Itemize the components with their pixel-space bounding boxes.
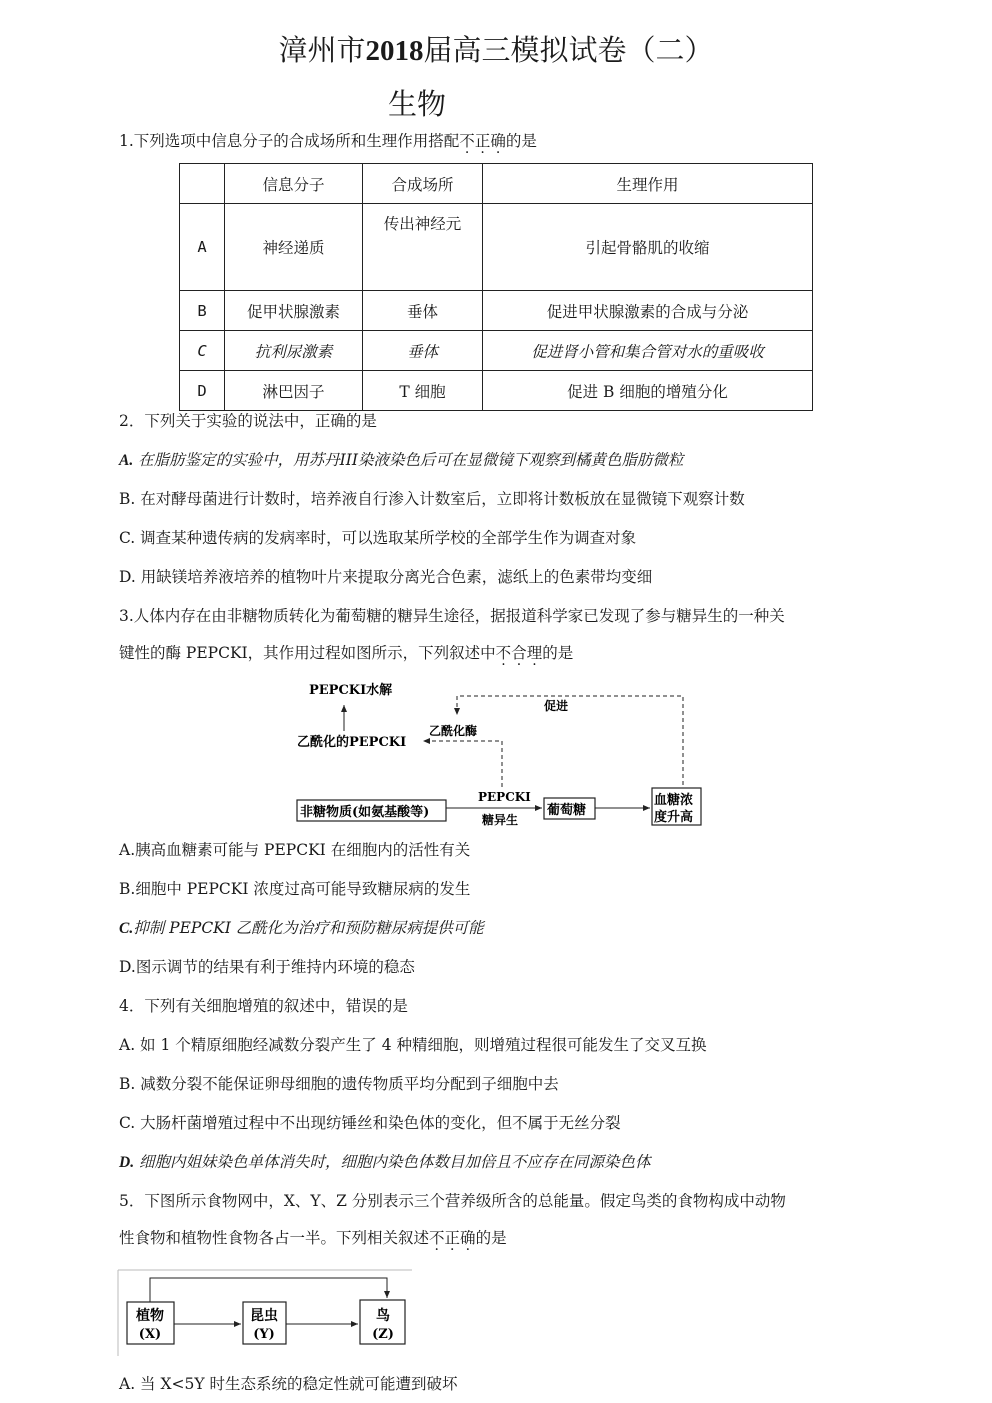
option-text: 用缺镁培养液培养的植物叶片来提取分离光合色素，滤纸上的色素带均变细	[135, 568, 653, 586]
blood-sugar-label-1: 血糖浓	[654, 793, 694, 808]
hydrolysis-label: PEPCKI水解	[309, 683, 393, 698]
emphasis-char: 确	[490, 132, 506, 150]
q2-option-d	[119, 567, 652, 587]
option-text: 当 X<5Y 时生态系统的稳定性就可能遭到破坏	[135, 1375, 458, 1393]
option-label: A.	[119, 452, 134, 469]
option-label: C.	[119, 529, 136, 547]
site-cell: 传出神经元	[363, 204, 483, 291]
acetylation-dashed-arrow	[423, 741, 502, 787]
emphasis-char: 合	[511, 644, 527, 662]
emphasis-char: 不	[459, 132, 475, 150]
gluconeogenesis-label: 糖异生	[482, 813, 519, 827]
site-cell: 垂体	[363, 331, 483, 371]
q1-stem	[119, 131, 537, 151]
option-label: C.	[119, 1114, 136, 1132]
q2-option-a	[119, 450, 684, 471]
table-header-row	[180, 164, 813, 204]
header-cell: 信息分子	[225, 164, 363, 204]
table-row	[180, 331, 813, 371]
q4-stem: 4．下列有关细胞增殖的叙述中，错误的是	[119, 997, 408, 1015]
q3-option-b	[119, 879, 470, 899]
plant-symbol: (X)	[138, 1327, 162, 1342]
q3-stem-end: 的是	[542, 644, 574, 662]
emphasis-char: 确	[460, 1229, 476, 1247]
q5-stem-end: 的是	[475, 1229, 507, 1247]
option-label: A.	[119, 841, 136, 859]
q5-stem-line2	[119, 1228, 507, 1248]
option-text: 减数分裂不能保证卵母细胞的遗传物质平均分配到子细胞中去	[135, 1075, 559, 1093]
q2-option-c	[119, 528, 636, 548]
emphasis-char: 正	[444, 1229, 461, 1247]
row-label: A	[180, 204, 225, 291]
effect-cell: 引起骨骼肌的收缩	[483, 204, 813, 291]
option-text: 胰高血糖素可能与 PEPCKI 在细胞内的活性有关	[135, 841, 471, 859]
option-text: 抑制 PEPCKI 乙酰化为治疗和预防糖尿病提供可能	[133, 919, 484, 937]
option-label: A.	[119, 1375, 136, 1393]
q4-option-d	[119, 1152, 651, 1173]
q5-stem-text: 性食物和植物性食物各占一半。下列相关叙述	[119, 1229, 430, 1247]
row-label: D	[180, 371, 225, 411]
option-label: D.	[119, 568, 136, 586]
exam-subject: 生物	[388, 87, 447, 121]
q4-option-a	[119, 1035, 707, 1055]
molecule-cell: 淋巴因子	[225, 371, 363, 411]
glucose-label: 葡萄糖	[547, 803, 587, 818]
q3-option-d	[119, 957, 415, 977]
insect-label: 昆虫	[250, 1308, 278, 1324]
option-label: D.	[119, 1154, 135, 1171]
header-cell	[180, 164, 225, 204]
header-cell: 合成场所	[363, 164, 483, 204]
effect-cell: 促进肾小管和集合管对水的重吸收	[483, 331, 813, 371]
q5-option-a	[119, 1374, 458, 1394]
q3-option-a	[119, 840, 470, 860]
promote-label: 促进	[544, 699, 569, 713]
site-cell: T 细胞	[363, 371, 483, 411]
option-text: 细胞中 PEPCKI 浓度过高可能导致糖尿病的发生	[135, 880, 471, 898]
row-label: B	[180, 291, 225, 331]
exam-title	[0, 28, 992, 69]
molecule-cell: 抗利尿激素	[225, 331, 363, 371]
option-label: B.	[119, 490, 136, 508]
q1-table	[179, 163, 813, 411]
title-prefix: 漳州市	[278, 33, 366, 67]
non-sugar-label: 非糖物质(如氨基酸等)	[300, 805, 430, 820]
effect-cell: 促进甲状腺激素的合成与分泌	[483, 291, 813, 331]
option-text: 在对酵母菌进行计数时，培养液自行渗入计数室后，立即将计数板放在显微镜下观察计数	[135, 490, 745, 508]
q3-stem-line2	[119, 643, 573, 663]
emphasis-char: 理	[526, 644, 543, 662]
title-suffix: 届高三模拟试卷（二）	[423, 33, 714, 67]
acetylated-pepcki-label: 乙酰化的PEPCKI	[297, 735, 407, 750]
option-text: 大肠杆菌增殖过程中不出现纺锤丝和染色体的变化，但不属于无丝分裂	[135, 1114, 621, 1132]
option-text: 在脂肪鉴定的实验中，用苏丹III染液染色后可在显微镜下观察到橘黄色脂肪微粒	[133, 451, 684, 469]
plant-to-bird-arrow	[150, 1278, 387, 1302]
q3-stem-text: 键性的酶 PEPCKI，其作用过程如图所示，下列叙述中	[119, 644, 496, 662]
option-label: C.	[119, 920, 134, 937]
option-label: A.	[119, 1036, 136, 1054]
emphasis-char: 正	[474, 132, 491, 150]
molecule-cell: 促甲状腺激素	[225, 291, 363, 331]
q5-food-web-diagram	[117, 1268, 417, 1358]
q1-stem-text: 1.下列选项中信息分子的合成场所和生理作用搭配	[119, 132, 460, 150]
q4-option-b	[119, 1074, 559, 1094]
bird-symbol: (Z)	[372, 1327, 394, 1342]
emphasis-char: 不	[429, 1229, 445, 1247]
q2-option-b	[119, 489, 745, 509]
q4-option-c	[119, 1113, 621, 1133]
molecule-cell: 神经递质	[225, 204, 363, 291]
table-row	[180, 291, 813, 331]
option-label: B.	[119, 1075, 136, 1093]
q3-stem-line1: 3.人体内存在由非糖物质转化为葡萄糖的糖异生途径，据报道科学家已发现了参与糖异生的一种关	[119, 607, 785, 625]
table-row	[180, 204, 813, 291]
row-label: C	[180, 331, 225, 371]
q1-stem-end: 的是	[505, 132, 537, 150]
q3-pathway-diagram	[285, 675, 715, 835]
bird-label: 鸟	[376, 1308, 390, 1324]
effect-cell: 促进 B 细胞的增殖分化	[483, 371, 813, 411]
option-text: 细胞内姐妹染色单体消失时，细胞内染色体数目加倍且不应存在同源染色体	[134, 1153, 651, 1171]
plant-label: 植物	[136, 1308, 164, 1324]
insect-symbol: (Y)	[253, 1327, 275, 1342]
option-text: 图示调节的结果有利于维持内环境的稳态	[135, 958, 415, 976]
title-year: 2018	[365, 35, 424, 67]
pepcki-label: PEPCKI	[478, 790, 531, 804]
option-text: 调查某种遗传病的发病率时，可以选取某所学校的全部学生作为调查对象	[135, 529, 637, 547]
option-text: 如 1 个精原细胞经减数分裂产生了 4 种精细胞，则增殖过程很可能发生了交叉互换	[135, 1036, 707, 1054]
table-row	[180, 371, 813, 411]
option-label: B.	[119, 880, 136, 898]
q3-option-c	[119, 918, 484, 939]
q5-stem-line1: 5．下图所示食物网中，X、Y、Z 分别表示三个营养级所含的总能量。假定鸟类的食物构成中动物	[119, 1192, 786, 1210]
acetylase-label: 乙酰化酶	[429, 724, 478, 738]
site-cell: 垂体	[363, 291, 483, 331]
blood-sugar-label-2: 度升高	[654, 810, 694, 825]
emphasis-char: 不	[495, 644, 512, 662]
option-label: D.	[119, 958, 136, 976]
q2-stem: 2．下列关于实验的说法中，正确的是	[119, 412, 377, 430]
header-cell: 生理作用	[483, 164, 813, 204]
